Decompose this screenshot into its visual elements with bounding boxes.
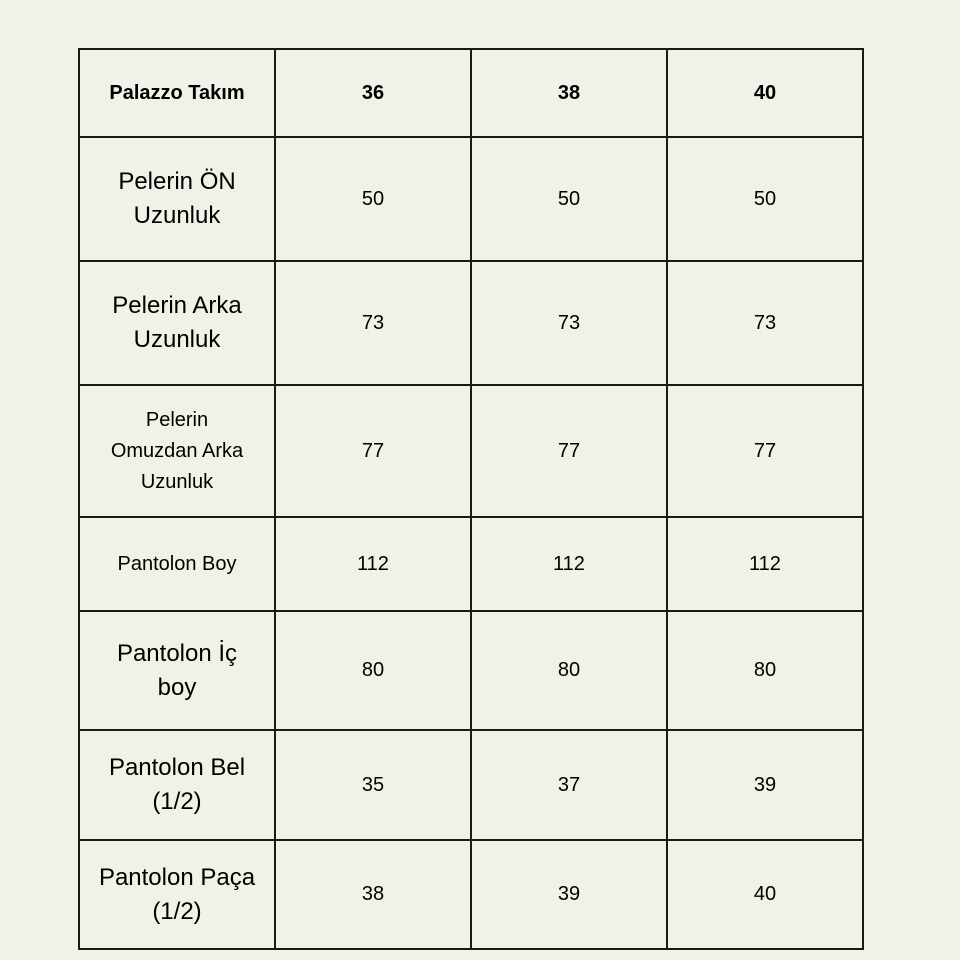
row-value: 112 (275, 517, 471, 611)
row-label-line: Pelerin Arka (112, 292, 242, 319)
row-value: 112 (471, 517, 667, 611)
table-row (79, 611, 863, 730)
table-row (79, 261, 863, 385)
table-title-cell: Palazzo Takım (79, 49, 275, 137)
row-value: 77 (667, 385, 863, 517)
row-label (79, 517, 275, 611)
row-label (79, 385, 275, 517)
table-row (79, 730, 863, 840)
row-value: 37 (471, 730, 667, 840)
row-value: 77 (471, 385, 667, 517)
row-value: 80 (275, 611, 471, 730)
row-label-line: Pantolon Boy (117, 552, 237, 575)
row-value: 112 (667, 517, 863, 611)
row-value: 39 (471, 840, 667, 949)
row-label-line: (1/2) (152, 788, 202, 815)
row-value: 50 (471, 137, 667, 261)
row-label-line: Pelerin (145, 408, 209, 431)
size-chart-table (78, 48, 864, 950)
row-value: 73 (275, 261, 471, 385)
row-value: 77 (275, 385, 471, 517)
row-label-line: Pelerin ÖN (118, 168, 236, 195)
table-row (79, 840, 863, 949)
row-value: 38 (275, 840, 471, 949)
table-row (79, 517, 863, 611)
row-label-line: Pantolon İç (116, 639, 238, 667)
row-value: 50 (275, 137, 471, 261)
row-value: 73 (667, 261, 863, 385)
table-row (79, 385, 863, 517)
table-row (79, 137, 863, 261)
size-header-38: 38 (471, 49, 667, 137)
row-value: 73 (471, 261, 667, 385)
row-label-line: Pantolon Bel (108, 754, 246, 781)
row-value: 40 (667, 840, 863, 949)
row-label (79, 261, 275, 385)
row-value: 80 (667, 611, 863, 730)
row-label (79, 840, 275, 949)
table-header-row (79, 49, 863, 137)
row-label (79, 730, 275, 840)
row-label-line: (1/2) (152, 897, 202, 925)
row-label-line: boy (157, 673, 197, 701)
row-label-line: Uzunluk (133, 202, 221, 229)
row-label (79, 611, 275, 730)
row-label (79, 137, 275, 261)
row-label-line: Uzunluk (133, 326, 221, 353)
row-value: 50 (667, 137, 863, 261)
row-value: 39 (667, 730, 863, 840)
size-header-36: 36 (275, 49, 471, 137)
row-label-line: Omuzdan Arka (110, 439, 244, 462)
row-label-line: Uzunluk (140, 470, 214, 493)
row-label-line: Pantolon Paça (98, 863, 256, 891)
size-header-40: 40 (667, 49, 863, 137)
row-value: 35 (275, 730, 471, 840)
row-value: 80 (471, 611, 667, 730)
